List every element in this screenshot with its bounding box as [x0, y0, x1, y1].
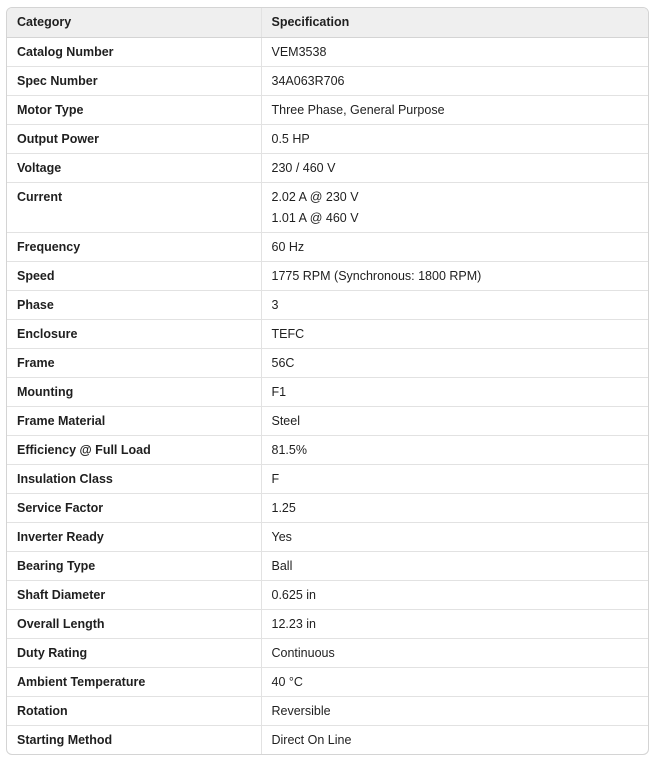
category-cell: Insulation Class [7, 464, 261, 493]
table-row [7, 725, 648, 754]
specification-cell [261, 522, 648, 551]
specification-cell [261, 377, 648, 406]
specification-value: 1775 RPM (Synchronous: 1800 RPM) [271, 268, 482, 283]
category-cell: Spec Number [7, 66, 261, 95]
table-row [7, 696, 648, 725]
specification-cell [261, 609, 648, 638]
table-row [7, 182, 648, 232]
category-cell: Mounting [7, 377, 261, 406]
spec-table [7, 8, 648, 754]
table-row [7, 667, 648, 696]
category-cell: Catalog Number [7, 37, 261, 66]
specification-value: 0.625 in [271, 587, 316, 602]
specification-cell [261, 464, 648, 493]
category-cell: Starting Method [7, 725, 261, 754]
category-cell: Enclosure [7, 319, 261, 348]
category-cell: Efficiency @ Full Load [7, 435, 261, 464]
specification-value: 1.25 [271, 500, 296, 515]
specification-value: 56C [271, 355, 295, 370]
table-row [7, 261, 648, 290]
specification-cell [261, 261, 648, 290]
specification-cell [261, 290, 648, 319]
specification-value: Steel [271, 413, 300, 428]
specification-value: VEM3538 [271, 44, 327, 59]
category-cell: Shaft Diameter [7, 580, 261, 609]
specification-cell [261, 406, 648, 435]
specification-value: Direct On Line [271, 732, 352, 747]
specification-value: TEFC [271, 326, 305, 341]
specification-value: F [271, 471, 280, 486]
specification-value: Reversible [271, 703, 331, 718]
category-cell: Frequency [7, 232, 261, 261]
specification-cell [261, 696, 648, 725]
specification-cell [261, 493, 648, 522]
category-cell: Current [7, 182, 261, 232]
specification-value: 2.02 A @ 230 V [271, 189, 359, 204]
category-cell: Bearing Type [7, 551, 261, 580]
table-body [7, 37, 648, 754]
specification-cell [261, 319, 648, 348]
table-row [7, 348, 648, 377]
category-cell: Service Factor [7, 493, 261, 522]
header-category: Category [7, 8, 261, 37]
specification-value: 0.5 HP [271, 131, 310, 146]
specification-cell [261, 725, 648, 754]
specification-value: 34A063R706 [271, 73, 345, 88]
specification-value: Ball [271, 558, 293, 573]
table-row [7, 609, 648, 638]
table-row [7, 66, 648, 95]
table-row [7, 638, 648, 667]
specification-value: 230 / 460 V [271, 160, 336, 175]
specification-value: 40 °C [271, 674, 303, 689]
specification-cell [261, 182, 648, 232]
specification-cell [261, 153, 648, 182]
table-row [7, 406, 648, 435]
header-specification: Specification [261, 8, 648, 37]
table-row [7, 232, 648, 261]
table-row [7, 124, 648, 153]
specification-value: Yes [271, 529, 292, 544]
specification-cell [261, 638, 648, 667]
table-row [7, 95, 648, 124]
category-cell: Duty Rating [7, 638, 261, 667]
table-row [7, 493, 648, 522]
table-row [7, 580, 648, 609]
specification-value: 81.5% [271, 442, 307, 457]
table-row [7, 319, 648, 348]
category-cell: Frame Material [7, 406, 261, 435]
specification-cell [261, 66, 648, 95]
specification-value: 12.23 in [271, 616, 316, 631]
table-row [7, 464, 648, 493]
specification-cell [261, 124, 648, 153]
category-cell: Rotation [7, 696, 261, 725]
table-row [7, 153, 648, 182]
specification-value: F1 [271, 384, 287, 399]
spec-table-container [6, 7, 649, 755]
specification-cell [261, 580, 648, 609]
table-row [7, 522, 648, 551]
table-row [7, 435, 648, 464]
header-row [7, 8, 648, 37]
category-cell: Output Power [7, 124, 261, 153]
table-row [7, 37, 648, 66]
category-cell: Frame [7, 348, 261, 377]
category-cell: Voltage [7, 153, 261, 182]
category-cell: Speed [7, 261, 261, 290]
specification-cell [261, 232, 648, 261]
category-cell: Motor Type [7, 95, 261, 124]
table-row [7, 290, 648, 319]
category-cell: Overall Length [7, 609, 261, 638]
category-cell: Ambient Temperature [7, 667, 261, 696]
specification-cell [261, 37, 648, 66]
specification-value: Continuous [271, 645, 335, 660]
specification-cell [261, 95, 648, 124]
table-row [7, 377, 648, 406]
specification-value: 3 [271, 297, 279, 312]
specification-cell [261, 667, 648, 696]
specification-value: 60 Hz [271, 239, 305, 254]
table-row [7, 551, 648, 580]
category-cell: Inverter Ready [7, 522, 261, 551]
specification-cell [261, 551, 648, 580]
table-header [7, 8, 648, 37]
specification-cell [261, 435, 648, 464]
specification-cell [261, 348, 648, 377]
specification-value: Three Phase, General Purpose [271, 102, 445, 117]
category-cell: Phase [7, 290, 261, 319]
specification-value: 1.01 A @ 460 V [271, 210, 359, 225]
